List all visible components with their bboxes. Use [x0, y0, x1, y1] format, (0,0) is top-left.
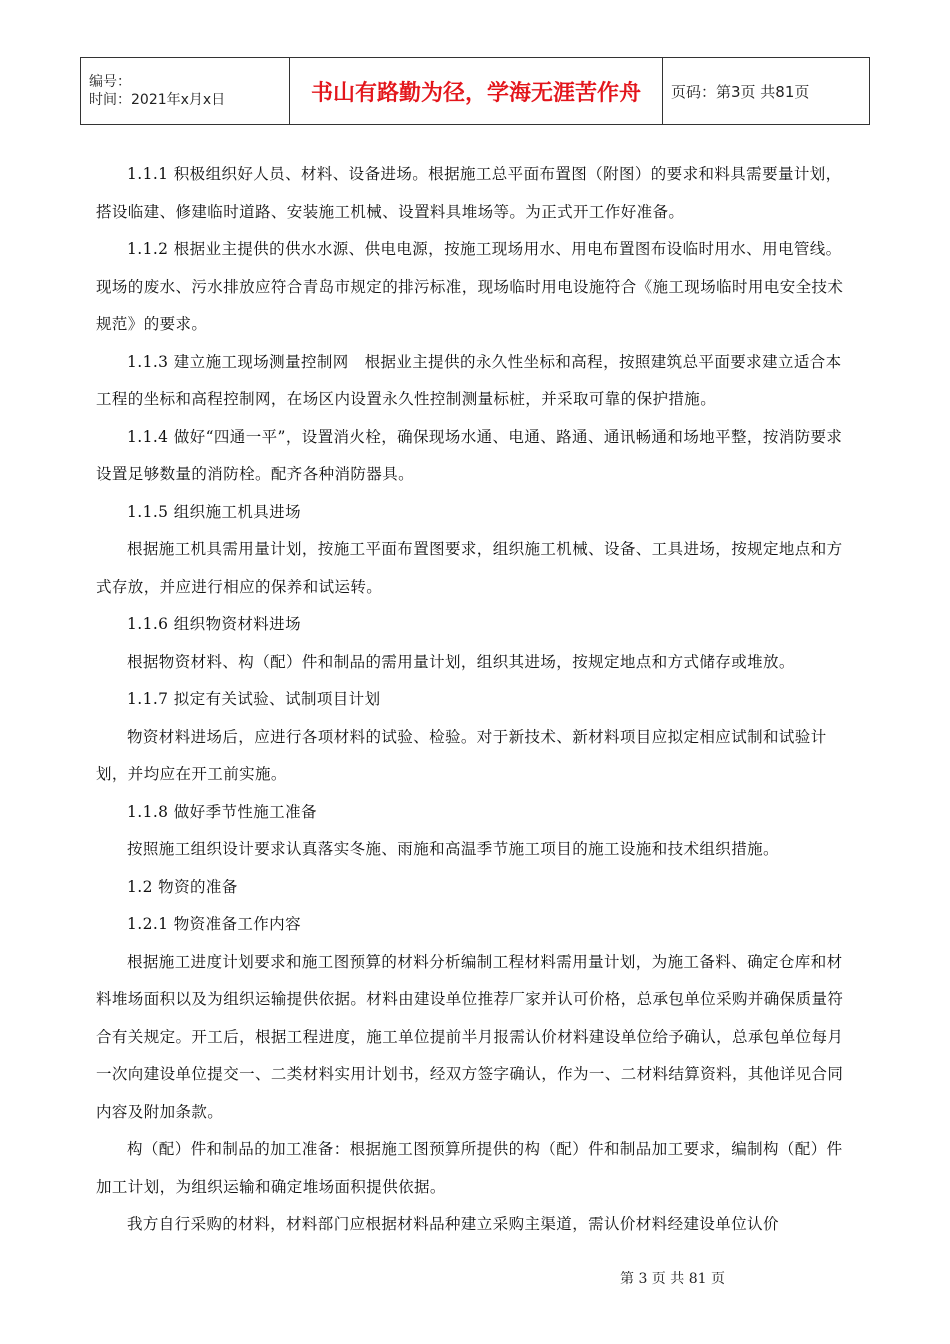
paragraph: 1.1.3 建立施工现场测量控制网 根据业主提供的永久性坐标和高程，按照建筑总平面要求建立适合本工程的坐标和高程控制网，在场区内设置永久性控制测量标桩，并采取可靠的保护措施。: [96, 352, 842, 408]
document-date: 时间：2021年x月x日: [89, 92, 226, 108]
document-body: [96, 156, 856, 1244]
section-heading: 1.2 物资的准备: [127, 877, 238, 896]
page-header: [80, 57, 870, 125]
paragraph: 根据施工进度计划要求和施工图预算的材料分析编制工程材料需用量计划，为施工备料、确定仓库和材料堆场面积以及为组织运输提供依据。材料由建设单位推荐厂家并认可价格，总承包单位采购并确保质量符合有关规定。开工后，根据工程进度，施工单位提前半月报需认价材料建设单位给予确认，总承包单位每月一次向建设单位提交一、二类材料实用计划书，经双方签字确认，作为一、二材料结算资料，其他详见合同内容及附加条款。: [96, 952, 844, 1121]
paragraph: 1.1.1 积极组织好人员、材料、设备进场。根据施工总平面布置图（附图）的要求和料具需要量计划，搭设临建、修建临时道路、安装施工机械、设置料具堆场等。为正式开工作好准备。: [96, 165, 842, 221]
motto-text: 书山有路勤为径，学海无涯苦作舟: [310, 80, 641, 106]
header-motto-cell: [290, 58, 663, 125]
paragraph: 构（配）件和制品的加工准备：根据施工图预算所提供的构（配）件和制品加工要求，编制构（配）件加工计划，为组织运输和确定堆场面积提供依据。: [96, 1140, 843, 1196]
section-heading: 1.1.5 组织施工机具进场: [127, 502, 301, 521]
paragraph: 1.1.2 根据业主提供的供水水源、供电电源，按施工现场用水、用电布置图布设临时用水、用电管线。现场的废水、污水排放应符合青岛市规定的排污标准，现场临时用电设施符合《施工现场临时用电安全技术规范》的要求。: [96, 240, 844, 333]
paragraph: 1.1.4 做好“四通一平”，设置消火栓，确保现场水通、电通、路通、通讯畅通和场地平整，按消防要求设置足够数量的消防栓。配齐各种消防器具。: [96, 427, 843, 483]
section-heading: 1.2.1 物资准备工作内容: [127, 915, 301, 933]
section-heading: 1.1.7 拟定有关试验、试制项目计划: [127, 690, 381, 708]
page-code: 页码：第3页 共81页: [663, 58, 870, 125]
page-footer: 第 3 页 共 81 页: [620, 1271, 725, 1287]
paragraph: 我方自行采购的材料，材料部门应根据材料品种建立采购主渠道，需认价材料经建设单位认价: [127, 1215, 779, 1233]
paragraph: 根据物资材料、构（配）件和制品的需用量计划，组织其进场，按规定地点和方式储存或堆放。: [127, 652, 795, 671]
section-heading: 1.1.6 组织物资材料进场: [127, 615, 301, 633]
paragraph: 根据施工机具需用量计划，按施工平面布置图要求，组织施工机械、设备、工具进场，按规定地点和方式存放，并应进行相应的保养和试运转。: [96, 540, 843, 596]
paragraph: 物资材料进场后，应进行各项材料的试验、检验。对于新技术、新材料项目应拟定相应试制和试验计划，并均应在开工前实施。: [96, 727, 827, 783]
header-meta: [81, 58, 290, 125]
section-heading: 1.1.8 做好季节性施工准备: [127, 802, 317, 821]
document-number-label: 编号：: [89, 74, 131, 90]
paragraph: 按照施工组织设计要求认真落实冬施、雨施和高温季节施工项目的施工设施和技术组织措施。: [127, 840, 779, 858]
